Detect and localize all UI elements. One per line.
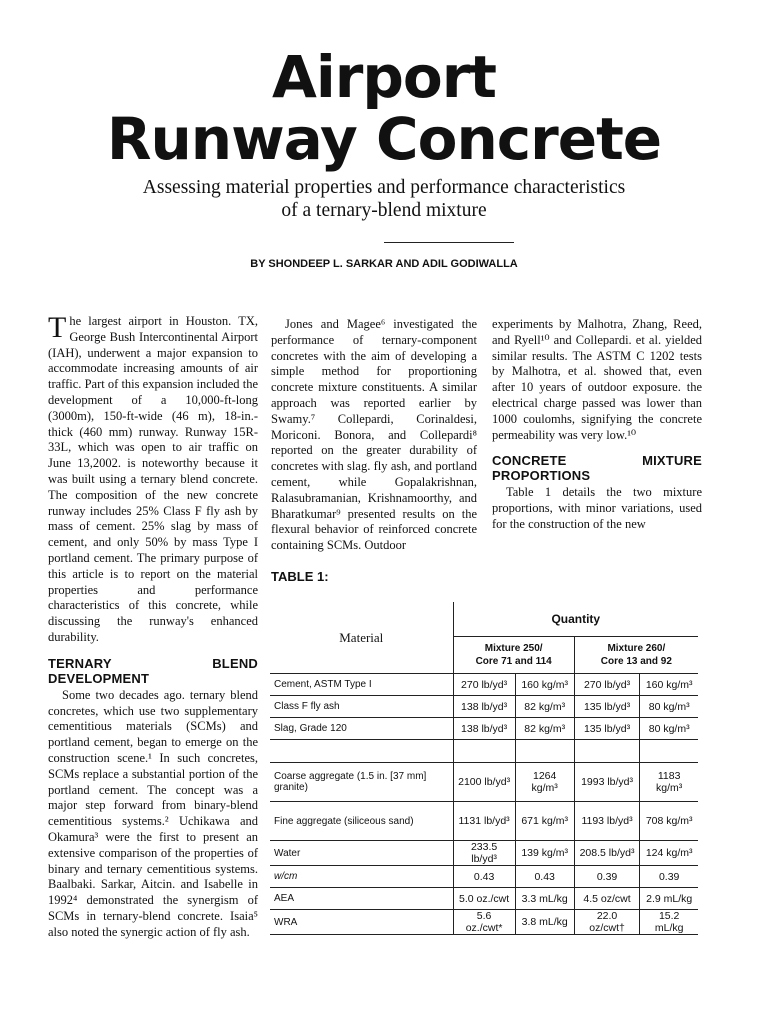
table-row: [270, 674, 698, 696]
row-m1-si: 1264 kg/m³: [515, 763, 574, 802]
row-m2-si: 1183 kg/m³: [640, 763, 698, 802]
table-row: [270, 888, 698, 910]
subtitle-line2: of a ternary-blend mixture: [281, 200, 487, 221]
mix1-line1: Mixture 250/: [484, 643, 543, 654]
spacer-cell: [574, 740, 640, 763]
row-m1-us: 138 lb/yd³: [453, 696, 515, 718]
header-quantity: Quantity: [453, 602, 698, 637]
row-m2-si: 0.39: [640, 866, 698, 888]
row-m2-si: 124 kg/m³: [640, 841, 698, 866]
row-m2-si: 160 kg/m³: [640, 674, 698, 696]
row-m1-si: 0.43: [515, 866, 574, 888]
article-title-line2: Runway Concrete: [106, 105, 662, 173]
subtitle-line1: Assessing material properties and performance characteristics: [142, 177, 626, 198]
mix2-line1: Mixture 260/: [607, 643, 666, 654]
row-m2-us: 208.5 lb/yd³: [574, 841, 640, 866]
row-m1-us: 138 lb/yd³: [453, 718, 515, 740]
row-material: AEA: [274, 893, 295, 904]
row-m2-si: 15.2 mL/kg: [640, 910, 698, 935]
row-material: Water: [274, 847, 301, 859]
row-m1-us: 233.5 lb/yd³: [453, 841, 515, 866]
row-m2-us: 1993 lb/yd³: [574, 763, 640, 802]
row-m2-us: 4.5 oz/cwt: [574, 888, 640, 910]
row-material: Coarse aggregate (1.5 in. [37 mm] granite): [274, 771, 427, 793]
table-row: [270, 696, 698, 718]
row-m2-si: 80 kg/m³: [640, 718, 698, 740]
article-subtitle: [60, 176, 708, 222]
row-m2-si: 708 kg/m³: [640, 802, 698, 841]
mix1-line2: Core 71 and 114: [475, 656, 552, 667]
header-material: Material: [339, 629, 384, 645]
column-1: [48, 311, 258, 940]
row-m2-si: 2.9 mL/kg: [640, 888, 698, 910]
column-2: [271, 317, 477, 554]
mixture-table: [270, 602, 698, 935]
row-material: Class F fly ash: [274, 701, 340, 712]
row-m1-us: 5.6 oz./cwt*: [453, 910, 515, 935]
row-m2-us: 270 lb/yd³: [574, 674, 640, 696]
mixture-proportions-paragraph: Table 1 details the two mixture proportions, with minor variations, used for the construction of the new: [492, 485, 702, 531]
article-title-line1: Airport: [271, 43, 497, 111]
row-material: Cement, ASTM Type I: [274, 679, 372, 690]
row-m1-si: 160 kg/m³: [515, 674, 574, 696]
row-m2-us: 135 lb/yd³: [574, 696, 640, 718]
section-heading-mixture-proportions: CONCRETE MIXTURE PROPORTIONS: [492, 453, 702, 484]
table-row: [270, 763, 698, 802]
spacer-cell: [270, 740, 453, 763]
row-m2-us: 22.0 oz/cwt†: [574, 910, 640, 935]
column2-paragraph: Jones and Magee⁶ investigated the performance of ternary-component concretes with the aim of developing a simple method for proportioning concrete mixture constituents. A similar approach was reported earlier by Swamy.⁷ Collepardi, Corinaldesi, Moriconi. Bonora, and Collepardi⁸ reported on the greater durability of concretes with slag. fly ash, and portland cement, while Gopalakrishnan, Ralasubramanian, Krishnamoorthy, and Bharatkumar⁹ presented results on the flexural behavior of reinforced concrete containing SCMs. Outdoor: [271, 317, 477, 553]
spacer-cell: [453, 740, 515, 763]
intro-text: he largest airport in Houston. TX, George Bush Intercontinental Airport (IAH), underwent a major expansion to accommodate increasing amounts of air traffic. Part of this expansion included the development of a 10,000-ft-long (3000m), 150-ft-wide (46 m), 18-in.-thick (460 mm) runway. Runway 15R-33L, which was open to air traffic on June 13,2002. is noteworthy because it was built using a ternary blend concrete. The composition of the new concrete runway includes 25% Class F fly ash by mass of cement. 25% slag by mass of cement, and only 50% by mass Type I portland cement. The primary purpose of this article is to report on the material properties and performance characteristics of this concrete, while discussing the runway's enhanced durability.: [48, 314, 258, 644]
row-material: Fine aggregate (siliceous sand): [274, 815, 414, 827]
intro-paragraph: [48, 311, 258, 646]
byline-divider: [384, 242, 514, 243]
row-material: w/cm: [274, 871, 298, 882]
spacer-cell: [515, 740, 574, 763]
table-spacer-row: [270, 740, 698, 763]
row-m2-us: 135 lb/yd³: [574, 718, 640, 740]
row-m2-si: 80 kg/m³: [640, 696, 698, 718]
column-3: [492, 317, 702, 533]
row-m1-us: 2100 lb/yd³: [453, 763, 515, 802]
row-m1-si: 3.3 mL/kg: [515, 888, 574, 910]
row-m1-si: 3.8 mL/kg: [515, 910, 574, 935]
table-row: [270, 718, 698, 740]
row-m2-us: 0.39: [574, 866, 640, 888]
row-m1-si: 671 kg/m³: [515, 802, 574, 841]
row-m1-us: 5.0 oz./cwt: [453, 888, 515, 910]
row-m1-si: 139 kg/m³: [515, 841, 574, 866]
row-m1-si: 82 kg/m³: [515, 718, 574, 740]
row-m1-si: 82 kg/m³: [515, 696, 574, 718]
row-m1-us: 270 lb/yd³: [453, 674, 515, 696]
byline: BY SHONDEEP L. SARKAR AND ADIL GODIWALLA: [250, 258, 518, 270]
spacer-cell: [640, 740, 698, 763]
table-row: [270, 910, 698, 935]
row-material: WRA: [274, 916, 298, 928]
row-m1-us: 1131 lb/yd³: [453, 802, 515, 841]
section-heading-ternary-blend: TERNARY BLEND DEVELOPMENT: [48, 655, 258, 686]
header-mixture-250: [453, 637, 574, 674]
header-mixture-260: [574, 637, 698, 674]
table-row: [270, 841, 698, 866]
ternary-blend-paragraph: Some two decades ago. ternary blend concretes, which use two supplementary cementitious materials (SCMs) and portland cement, began to emerge on the construction scene.¹ In such concretes, SCMs replace a substantial portion of the portland cement. The concept was a major step forward from binary-blend cementitious systems.² Uchikawa and Okamura³ were the first to present an extensive comparison of the properties of binary and ternary cementitious systems. Baalbaki. Sarkar, Aitcin. and Isabelle in 1992⁴ demonstrated the synergism of SCMs in ternary-blend concrete. Isaia⁵ also noted the synergic action of fly ash.: [48, 687, 258, 939]
table-row: [270, 866, 698, 888]
row-m2-us: 1193 lb/yd³: [574, 802, 640, 841]
table-label: TABLE 1:: [271, 569, 329, 584]
mix2-line2: Core 13 and 92: [600, 656, 672, 667]
column3-paragraph: experiments by Malhotra, Zhang, Reed, and Ryell¹⁰ and Collepardi. et al. yielded similar results. The ASTM C 1202 tests by Malhotra, et al. showed that, even after 10 years of outdoor exposure. the electrical charge passed was lower than 1000 coulomhs, signifying the concrete permeability was very low.¹⁰: [492, 317, 702, 442]
row-m1-us: 0.43: [453, 866, 515, 888]
drop-cap: T: [48, 311, 67, 344]
row-material: Slag, Grade 120: [274, 723, 347, 734]
table-row: [270, 802, 698, 841]
